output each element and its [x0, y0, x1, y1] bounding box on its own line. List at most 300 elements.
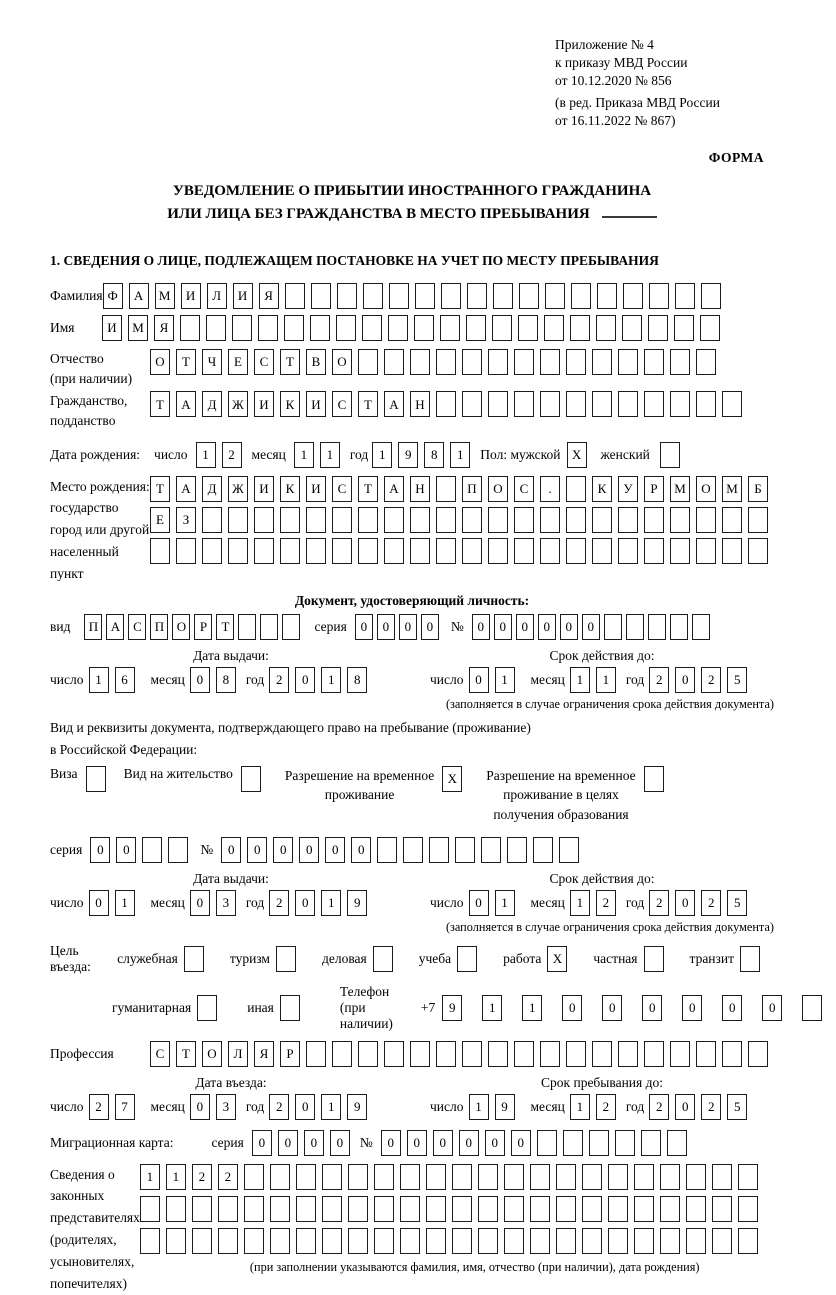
permit-issue-day-cell[interactable]: 0: [89, 890, 109, 916]
patronymic-cell[interactable]: Т: [280, 349, 300, 375]
given-name-cell[interactable]: [180, 315, 200, 341]
patronymic-cell[interactable]: [384, 349, 404, 375]
permit-number-cell[interactable]: [559, 837, 579, 863]
entry-day-cell[interactable]: 2: [89, 1094, 109, 1120]
doc-series-cell[interactable]: 0: [377, 614, 395, 640]
doc-kind-cell[interactable]: [282, 614, 300, 640]
representative-cell[interactable]: [634, 1228, 654, 1254]
doc-kind-cell[interactable]: О: [172, 614, 190, 640]
migration-number-cell[interactable]: [563, 1130, 583, 1156]
given-name-cell[interactable]: [388, 315, 408, 341]
phone-cell[interactable]: 0: [762, 995, 782, 1021]
given-name-cell[interactable]: [492, 315, 512, 341]
given-name-cell[interactable]: [518, 315, 538, 341]
surname-cell[interactable]: [649, 283, 669, 309]
representative-cell[interactable]: [374, 1196, 394, 1222]
birth-place-cell[interactable]: О: [488, 476, 508, 502]
profession-cell[interactable]: [540, 1041, 560, 1067]
profession-cell[interactable]: [306, 1041, 326, 1067]
birth-place-cell[interactable]: [618, 538, 638, 564]
representative-cell[interactable]: [452, 1164, 472, 1190]
birth-place-cell[interactable]: О: [696, 476, 716, 502]
patronymic-cell[interactable]: [644, 349, 664, 375]
patronymic-cell[interactable]: В: [306, 349, 326, 375]
given-name-cell[interactable]: [414, 315, 434, 341]
permit-issue-year-cell[interactable]: 2: [269, 890, 289, 916]
permit-issue-year-cell[interactable]: 1: [321, 890, 341, 916]
representative-cell[interactable]: [478, 1228, 498, 1254]
phone-cell[interactable]: 0: [562, 995, 582, 1021]
birth-place-cell[interactable]: Р: [644, 476, 664, 502]
birth-place-cell[interactable]: [488, 538, 508, 564]
profession-cell[interactable]: [696, 1041, 716, 1067]
birth-place-cell[interactable]: [306, 507, 326, 533]
representative-cell[interactable]: [218, 1228, 238, 1254]
migration-series-cell[interactable]: 0: [252, 1130, 272, 1156]
birth-place-cell[interactable]: Д: [202, 476, 222, 502]
birth-place-cell[interactable]: [332, 507, 352, 533]
permit-number-cell[interactable]: [481, 837, 501, 863]
stay-year-cell[interactable]: 2: [701, 1094, 721, 1120]
given-name-cell[interactable]: [336, 315, 356, 341]
doc-issue-year-cell[interactable]: 1: [321, 667, 341, 693]
doc-expiry-day-cell[interactable]: 1: [495, 667, 515, 693]
citizenship-cell[interactable]: Т: [150, 391, 170, 417]
patronymic-cell[interactable]: [358, 349, 378, 375]
doc-kind-cell[interactable]: [260, 614, 278, 640]
citizenship-cell[interactable]: Д: [202, 391, 222, 417]
stay-month-cell[interactable]: 1: [570, 1094, 590, 1120]
permit-number-cell[interactable]: [403, 837, 423, 863]
representative-cell[interactable]: [738, 1196, 758, 1222]
doc-issue-day-cell[interactable]: 1: [89, 667, 109, 693]
representative-cell[interactable]: [608, 1196, 628, 1222]
birth-day-cell[interactable]: 1: [196, 442, 216, 468]
representative-cell[interactable]: [712, 1196, 732, 1222]
representative-cell[interactable]: 1: [166, 1164, 186, 1190]
given-name-cell[interactable]: [700, 315, 720, 341]
permit-series-cell[interactable]: 0: [116, 837, 136, 863]
phone-cell[interactable]: 0: [722, 995, 742, 1021]
representative-cell[interactable]: [582, 1196, 602, 1222]
representative-cell[interactable]: [374, 1228, 394, 1254]
birth-place-cell[interactable]: И: [306, 476, 326, 502]
patronymic-cell[interactable]: [592, 349, 612, 375]
entry-year-cell[interactable]: 9: [347, 1094, 367, 1120]
doc-issue-month-cell[interactable]: 0: [190, 667, 210, 693]
doc-kind-cell[interactable]: Т: [216, 614, 234, 640]
entry-month-cell[interactable]: 3: [216, 1094, 236, 1120]
given-name-cell[interactable]: [674, 315, 694, 341]
citizenship-cell[interactable]: [488, 391, 508, 417]
doc-expiry-month-cell[interactable]: 1: [596, 667, 616, 693]
permit-expiry-day-cell[interactable]: 0: [469, 890, 489, 916]
birth-place-cell[interactable]: [618, 507, 638, 533]
surname-cell[interactable]: М: [155, 283, 175, 309]
representative-cell[interactable]: [192, 1228, 212, 1254]
given-name-cell[interactable]: [648, 315, 668, 341]
birth-place-cell[interactable]: К: [280, 476, 300, 502]
birth-place-cell[interactable]: [670, 538, 690, 564]
doc-number-cell[interactable]: 0: [560, 614, 578, 640]
migration-number-cell[interactable]: 0: [381, 1130, 401, 1156]
representative-cell[interactable]: [608, 1228, 628, 1254]
surname-cell[interactable]: [701, 283, 721, 309]
patronymic-cell[interactable]: С: [254, 349, 274, 375]
birth-place-cell[interactable]: [462, 507, 482, 533]
profession-cell[interactable]: [410, 1041, 430, 1067]
birth-year-cell[interactable]: 8: [424, 442, 444, 468]
doc-expiry-year-cell[interactable]: 2: [701, 667, 721, 693]
surname-cell[interactable]: [493, 283, 513, 309]
permit-issue-year-cell[interactable]: 0: [295, 890, 315, 916]
profession-cell[interactable]: [384, 1041, 404, 1067]
birth-place-cell[interactable]: [280, 538, 300, 564]
birth-place-cell[interactable]: [566, 538, 586, 564]
migration-number-cell[interactable]: [641, 1130, 661, 1156]
stay-day-cell[interactable]: 9: [495, 1094, 515, 1120]
stay-year-cell[interactable]: 2: [649, 1094, 669, 1120]
doc-issue-day-cell[interactable]: 6: [115, 667, 135, 693]
entry-year-cell[interactable]: 0: [295, 1094, 315, 1120]
stay-year-cell[interactable]: 5: [727, 1094, 747, 1120]
doc-issue-year-cell[interactable]: 0: [295, 667, 315, 693]
given-name-cell[interactable]: [362, 315, 382, 341]
given-name-cell[interactable]: [206, 315, 226, 341]
given-name-cell[interactable]: Я: [154, 315, 174, 341]
permit-number-cell[interactable]: [429, 837, 449, 863]
birth-place-cell[interactable]: А: [384, 476, 404, 502]
patronymic-cell[interactable]: Ч: [202, 349, 222, 375]
doc-expiry-year-cell[interactable]: 0: [675, 667, 695, 693]
given-name-cell[interactable]: М: [128, 315, 148, 341]
representative-cell[interactable]: [452, 1196, 472, 1222]
citizenship-cell[interactable]: [670, 391, 690, 417]
birth-place-cell[interactable]: [436, 507, 456, 533]
representative-cell[interactable]: [296, 1164, 316, 1190]
phone-cell[interactable]: 0: [682, 995, 702, 1021]
birth-place-cell[interactable]: М: [670, 476, 690, 502]
purpose-checkbox[interactable]: X: [547, 946, 567, 972]
migration-number-cell[interactable]: 0: [485, 1130, 505, 1156]
male-checkbox[interactable]: X: [567, 442, 587, 468]
purpose-checkbox[interactable]: [740, 946, 760, 972]
birth-place-cell[interactable]: [410, 507, 430, 533]
birth-place-cell[interactable]: [566, 507, 586, 533]
doc-expiry-year-cell[interactable]: 2: [649, 667, 669, 693]
representative-cell[interactable]: [140, 1228, 160, 1254]
representative-cell[interactable]: [686, 1164, 706, 1190]
citizenship-cell[interactable]: Н: [410, 391, 430, 417]
representative-cell[interactable]: [556, 1228, 576, 1254]
phone-cell[interactable]: [802, 995, 822, 1021]
phone-cell[interactable]: 9: [442, 995, 462, 1021]
residence-permit-checkbox[interactable]: [241, 766, 261, 792]
representative-cell[interactable]: [582, 1228, 602, 1254]
citizenship-cell[interactable]: [566, 391, 586, 417]
doc-expiry-month-cell[interactable]: 1: [570, 667, 590, 693]
permit-expiry-month-cell[interactable]: 1: [570, 890, 590, 916]
representative-cell[interactable]: [426, 1228, 446, 1254]
given-name-cell[interactable]: [310, 315, 330, 341]
birth-place-cell[interactable]: [696, 507, 716, 533]
surname-cell[interactable]: [285, 283, 305, 309]
permit-number-cell[interactable]: 0: [273, 837, 293, 863]
surname-cell[interactable]: [389, 283, 409, 309]
representative-cell[interactable]: [634, 1164, 654, 1190]
birth-place-cell[interactable]: [488, 507, 508, 533]
migration-number-cell[interactable]: [615, 1130, 635, 1156]
doc-expiry-day-cell[interactable]: 0: [469, 667, 489, 693]
birth-place-cell[interactable]: Е: [150, 507, 170, 533]
surname-cell[interactable]: Я: [259, 283, 279, 309]
purpose-checkbox[interactable]: [276, 946, 296, 972]
permit-issue-month-cell[interactable]: 3: [216, 890, 236, 916]
doc-number-cell[interactable]: [626, 614, 644, 640]
representative-cell[interactable]: [244, 1164, 264, 1190]
entry-year-cell[interactable]: 1: [321, 1094, 341, 1120]
citizenship-cell[interactable]: [540, 391, 560, 417]
profession-cell[interactable]: [332, 1041, 352, 1067]
patronymic-cell[interactable]: Е: [228, 349, 248, 375]
citizenship-cell[interactable]: [592, 391, 612, 417]
representative-cell[interactable]: [322, 1196, 342, 1222]
representative-cell[interactable]: 2: [218, 1164, 238, 1190]
permit-expiry-year-cell[interactable]: 2: [649, 890, 669, 916]
profession-cell[interactable]: Л: [228, 1041, 248, 1067]
surname-cell[interactable]: [337, 283, 357, 309]
representative-cell[interactable]: [244, 1196, 264, 1222]
representative-cell[interactable]: [426, 1164, 446, 1190]
birth-place-cell[interactable]: .: [540, 476, 560, 502]
birth-place-cell[interactable]: [254, 538, 274, 564]
edu-permit-checkbox[interactable]: [644, 766, 664, 792]
citizenship-cell[interactable]: А: [176, 391, 196, 417]
representative-cell[interactable]: [348, 1228, 368, 1254]
migration-number-cell[interactable]: 0: [407, 1130, 427, 1156]
representative-cell[interactable]: [192, 1196, 212, 1222]
representative-cell[interactable]: [374, 1164, 394, 1190]
surname-cell[interactable]: Л: [207, 283, 227, 309]
surname-cell[interactable]: [363, 283, 383, 309]
citizenship-cell[interactable]: [514, 391, 534, 417]
permit-number-cell[interactable]: 0: [325, 837, 345, 863]
permit-series-cell[interactable]: [168, 837, 188, 863]
birth-place-cell[interactable]: [592, 507, 612, 533]
surname-cell[interactable]: [467, 283, 487, 309]
doc-number-cell[interactable]: 0: [472, 614, 490, 640]
doc-series-cell[interactable]: 0: [355, 614, 373, 640]
birth-place-cell[interactable]: [358, 538, 378, 564]
patronymic-cell[interactable]: [462, 349, 482, 375]
birth-place-cell[interactable]: [644, 538, 664, 564]
doc-number-cell[interactable]: [670, 614, 688, 640]
surname-cell[interactable]: Ф: [103, 283, 123, 309]
citizenship-cell[interactable]: И: [254, 391, 274, 417]
profession-cell[interactable]: О: [202, 1041, 222, 1067]
profession-cell[interactable]: [566, 1041, 586, 1067]
citizenship-cell[interactable]: [618, 391, 638, 417]
permit-number-cell[interactable]: [377, 837, 397, 863]
birth-place-cell[interactable]: [722, 538, 742, 564]
surname-cell[interactable]: [623, 283, 643, 309]
representative-cell[interactable]: [400, 1164, 420, 1190]
permit-expiry-year-cell[interactable]: 0: [675, 890, 695, 916]
birth-place-cell[interactable]: [696, 538, 716, 564]
birth-month-cell[interactable]: 1: [320, 442, 340, 468]
birth-place-cell[interactable]: [540, 507, 560, 533]
representative-cell[interactable]: [478, 1164, 498, 1190]
representative-cell[interactable]: [322, 1228, 342, 1254]
representative-cell[interactable]: [634, 1196, 654, 1222]
representative-cell[interactable]: [582, 1164, 602, 1190]
birth-place-cell[interactable]: У: [618, 476, 638, 502]
profession-cell[interactable]: Т: [176, 1041, 196, 1067]
permit-expiry-day-cell[interactable]: 1: [495, 890, 515, 916]
surname-cell[interactable]: И: [233, 283, 253, 309]
birth-month-cell[interactable]: 1: [294, 442, 314, 468]
birth-place-cell[interactable]: Т: [358, 476, 378, 502]
entry-day-cell[interactable]: 7: [115, 1094, 135, 1120]
citizenship-cell[interactable]: [696, 391, 716, 417]
doc-number-cell[interactable]: [692, 614, 710, 640]
birth-place-cell[interactable]: Н: [410, 476, 430, 502]
birth-place-cell[interactable]: [410, 538, 430, 564]
representative-cell[interactable]: [322, 1164, 342, 1190]
representative-cell[interactable]: [530, 1164, 550, 1190]
representative-cell[interactable]: 1: [140, 1164, 160, 1190]
migration-number-cell[interactable]: [537, 1130, 557, 1156]
birth-place-cell[interactable]: [358, 507, 378, 533]
representative-cell[interactable]: [296, 1196, 316, 1222]
citizenship-cell[interactable]: И: [306, 391, 326, 417]
given-name-cell[interactable]: [544, 315, 564, 341]
profession-cell[interactable]: [670, 1041, 690, 1067]
surname-cell[interactable]: [571, 283, 591, 309]
birth-place-cell[interactable]: И: [254, 476, 274, 502]
patronymic-cell[interactable]: [696, 349, 716, 375]
surname-cell[interactable]: [545, 283, 565, 309]
representative-cell[interactable]: [660, 1164, 680, 1190]
birth-place-cell[interactable]: К: [592, 476, 612, 502]
purpose-checkbox[interactable]: [644, 946, 664, 972]
profession-cell[interactable]: [722, 1041, 742, 1067]
doc-series-cell[interactable]: 0: [421, 614, 439, 640]
surname-cell[interactable]: [311, 283, 331, 309]
representative-cell[interactable]: [530, 1228, 550, 1254]
citizenship-cell[interactable]: [722, 391, 742, 417]
birth-place-cell[interactable]: [436, 476, 456, 502]
birth-place-cell[interactable]: [202, 507, 222, 533]
representative-cell[interactable]: [712, 1228, 732, 1254]
doc-number-cell[interactable]: 0: [582, 614, 600, 640]
doc-expiry-year-cell[interactable]: 5: [727, 667, 747, 693]
permit-series-cell[interactable]: 0: [90, 837, 110, 863]
representative-cell[interactable]: [504, 1164, 524, 1190]
migration-series-cell[interactable]: 0: [278, 1130, 298, 1156]
given-name-cell[interactable]: [284, 315, 304, 341]
stay-month-cell[interactable]: 2: [596, 1094, 616, 1120]
birth-place-cell[interactable]: Т: [150, 476, 170, 502]
profession-cell[interactable]: [748, 1041, 768, 1067]
representative-cell[interactable]: [166, 1228, 186, 1254]
permit-expiry-year-cell[interactable]: 2: [701, 890, 721, 916]
patronymic-cell[interactable]: [410, 349, 430, 375]
patronymic-cell[interactable]: [514, 349, 534, 375]
representative-cell[interactable]: [660, 1228, 680, 1254]
representative-cell[interactable]: [296, 1228, 316, 1254]
purpose-checkbox[interactable]: [280, 995, 300, 1021]
birth-place-cell[interactable]: [566, 476, 586, 502]
doc-issue-month-cell[interactable]: 8: [216, 667, 236, 693]
doc-number-cell[interactable]: [604, 614, 622, 640]
birth-day-cell[interactable]: 2: [222, 442, 242, 468]
birth-place-cell[interactable]: [748, 538, 768, 564]
patronymic-cell[interactable]: [488, 349, 508, 375]
representative-cell[interactable]: [738, 1164, 758, 1190]
given-name-cell[interactable]: [570, 315, 590, 341]
permit-number-cell[interactable]: [455, 837, 475, 863]
birth-place-cell[interactable]: А: [176, 476, 196, 502]
given-name-cell[interactable]: [440, 315, 460, 341]
doc-number-cell[interactable]: 0: [538, 614, 556, 640]
citizenship-cell[interactable]: С: [332, 391, 352, 417]
citizenship-cell[interactable]: А: [384, 391, 404, 417]
patronymic-cell[interactable]: [566, 349, 586, 375]
stay-year-cell[interactable]: 0: [675, 1094, 695, 1120]
doc-number-cell[interactable]: 0: [516, 614, 534, 640]
representative-cell[interactable]: [608, 1164, 628, 1190]
patronymic-cell[interactable]: [618, 349, 638, 375]
given-name-cell[interactable]: [622, 315, 642, 341]
profession-cell[interactable]: [462, 1041, 482, 1067]
birth-place-cell[interactable]: Ж: [228, 476, 248, 502]
given-name-cell[interactable]: [232, 315, 252, 341]
permit-number-cell[interactable]: [507, 837, 527, 863]
representative-cell[interactable]: [686, 1228, 706, 1254]
representative-cell[interactable]: [478, 1196, 498, 1222]
given-name-cell[interactable]: И: [102, 315, 122, 341]
migration-number-cell[interactable]: [667, 1130, 687, 1156]
patronymic-cell[interactable]: О: [332, 349, 352, 375]
representative-cell[interactable]: [426, 1196, 446, 1222]
surname-cell[interactable]: А: [129, 283, 149, 309]
birth-place-cell[interactable]: [514, 538, 534, 564]
birth-place-cell[interactable]: П: [462, 476, 482, 502]
migration-series-cell[interactable]: 0: [330, 1130, 350, 1156]
representative-cell[interactable]: [660, 1196, 680, 1222]
profession-cell[interactable]: [618, 1041, 638, 1067]
representative-cell[interactable]: [556, 1196, 576, 1222]
birth-place-cell[interactable]: М: [722, 476, 742, 502]
entry-year-cell[interactable]: 2: [269, 1094, 289, 1120]
birth-place-cell[interactable]: [332, 538, 352, 564]
representative-cell[interactable]: [504, 1196, 524, 1222]
doc-kind-cell[interactable]: А: [106, 614, 124, 640]
permit-number-cell[interactable]: 0: [299, 837, 319, 863]
doc-number-cell[interactable]: [648, 614, 666, 640]
birth-year-cell[interactable]: 1: [450, 442, 470, 468]
birth-place-cell[interactable]: С: [332, 476, 352, 502]
representative-cell[interactable]: [556, 1164, 576, 1190]
representative-cell[interactable]: [348, 1164, 368, 1190]
temp-permit-checkbox[interactable]: X: [442, 766, 462, 792]
surname-cell[interactable]: [441, 283, 461, 309]
profession-cell[interactable]: Я: [254, 1041, 274, 1067]
surname-cell[interactable]: И: [181, 283, 201, 309]
birth-place-cell[interactable]: [228, 538, 248, 564]
birth-place-cell[interactable]: [384, 507, 404, 533]
